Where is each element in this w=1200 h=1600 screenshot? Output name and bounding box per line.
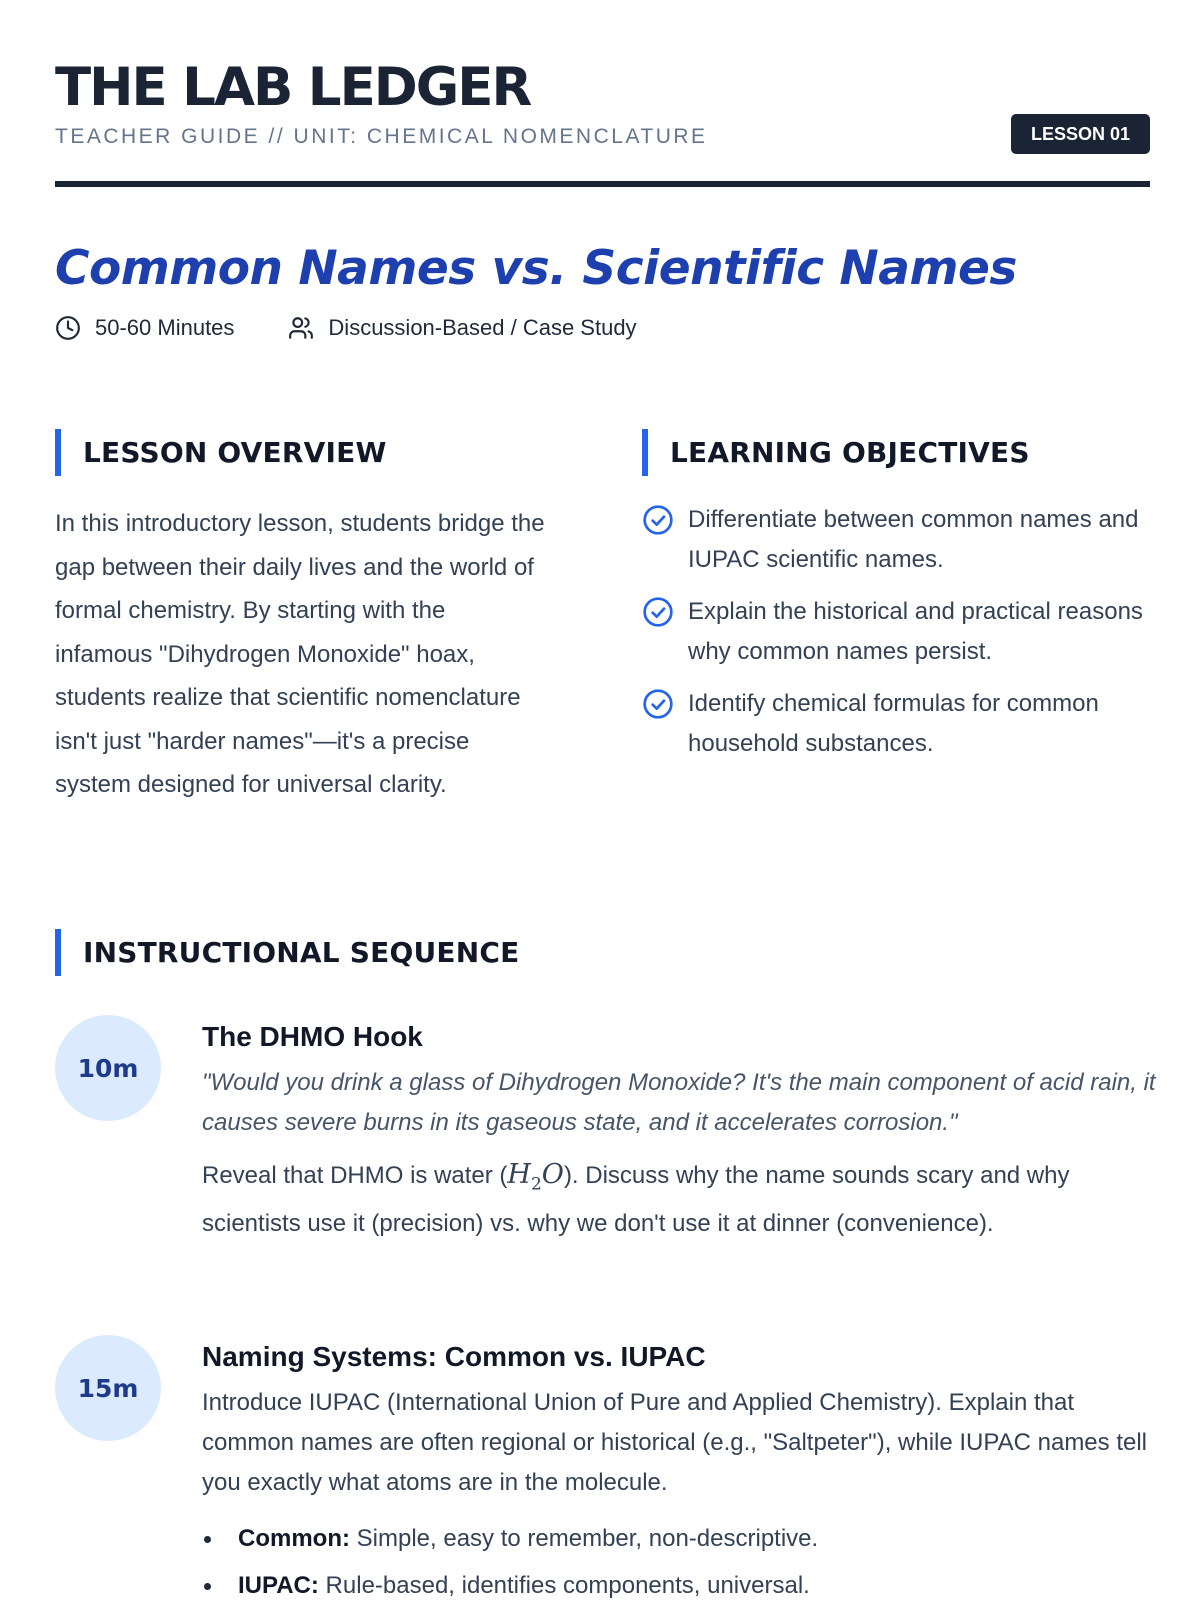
duration-meta [55, 315, 234, 341]
step-description: Introduce IUPAC (International Union of Pure and Applied Chemistry). Explain that common names are often regional or historical (e.g., "Saltpeter"), while IUPAC names tell you exactly what atoms are in the molecule. [202, 1389, 1147, 1496]
section-accent-bar [55, 429, 61, 476]
sequence-heading [55, 928, 519, 976]
objective-text: Identify chemical formulas for common household substances. [688, 690, 1099, 757]
header-subtitle: TEACHER GUIDE // UNIT: CHEMICAL NOMENCLATURE [55, 125, 708, 148]
lesson-badge: LESSON 01 [1011, 114, 1150, 154]
objectives-heading-text: LEARNING OBJECTIVES [670, 435, 1030, 469]
bullet-text: Rule-based, identifies components, universal. [318, 1572, 810, 1599]
clock-icon [55, 315, 81, 341]
step-description [202, 1155, 1162, 1244]
water-formula [507, 1159, 564, 1195]
step-title: The DHMO Hook [202, 1021, 423, 1052]
step-body [202, 1335, 1162, 1600]
lesson-meta [55, 315, 691, 341]
section-accent-bar [55, 929, 61, 976]
sequence-heading-text: INSTRUCTIONAL SEQUENCE [83, 935, 520, 969]
check-circle-icon [642, 688, 674, 720]
step-text-part: Reveal that DHMO is water ( [202, 1162, 508, 1189]
step-time-badge: 10m [55, 1015, 161, 1121]
overview-heading-text: LESSON OVERVIEW [83, 435, 387, 469]
users-icon [288, 315, 314, 341]
list-item [202, 1515, 1162, 1562]
list-item [202, 1562, 1162, 1600]
check-circle-icon [642, 596, 674, 628]
step-title: Naming Systems: Common vs. IUPAC [202, 1341, 706, 1372]
check-circle-icon [642, 504, 674, 536]
step-quote: "Would you drink a glass of Dihydrogen Monoxide? It's the main component of acid rain, it causes severe burns in its gaseous state, and it accelerates corrosion." [202, 1069, 1156, 1136]
bullet-text: Simple, easy to remember, non-descriptive. [349, 1525, 819, 1552]
objectives-heading [642, 428, 1030, 476]
lesson-title: Common Names vs. Scientific Names [55, 241, 1017, 296]
page-header [55, 57, 1150, 148]
objective-item [642, 592, 1162, 672]
objective-text: Explain the historical and practical reasons why common names persist. [688, 598, 1143, 665]
format-meta [288, 315, 636, 341]
objective-text: Differentiate between common names and IUPAC scientific names. [688, 506, 1139, 573]
formula-base: H [507, 1159, 531, 1190]
format-text: Discussion-Based / Case Study [328, 315, 637, 340]
section-accent-bar [642, 429, 648, 476]
brand-title: THE LAB LEDGER [55, 57, 531, 118]
formula-end: O [541, 1159, 564, 1190]
objective-item [642, 684, 1162, 764]
bullet-label: IUPAC: [238, 1572, 319, 1599]
bullet-label: Common: [238, 1525, 350, 1552]
overview-paragraph: In this introductory lesson, students bridge the gap between their daily lives and the world of formal chemistry. By starting with the infamous "Dihydrogen Monoxide" hoax, students realize that scientific nomenclature isn't just "harder names"—it's a precise system designed for universal clarity. [55, 510, 545, 798]
objectives-list [642, 500, 1162, 776]
step-time-badge: 15m [55, 1335, 161, 1441]
objective-item [642, 500, 1162, 580]
step-text-part: ). Discuss why the name sounds scary and why scientists use it (precision) vs. why we don't use it at dinner (convenience). [202, 1162, 1070, 1238]
formula-subscript: 2 [530, 1174, 542, 1195]
duration-text: 50-60 Minutes [95, 315, 235, 340]
step-body [202, 1015, 1162, 1244]
header-divider [55, 181, 1150, 187]
overview-heading [55, 428, 387, 476]
comparison-list [202, 1515, 1162, 1600]
